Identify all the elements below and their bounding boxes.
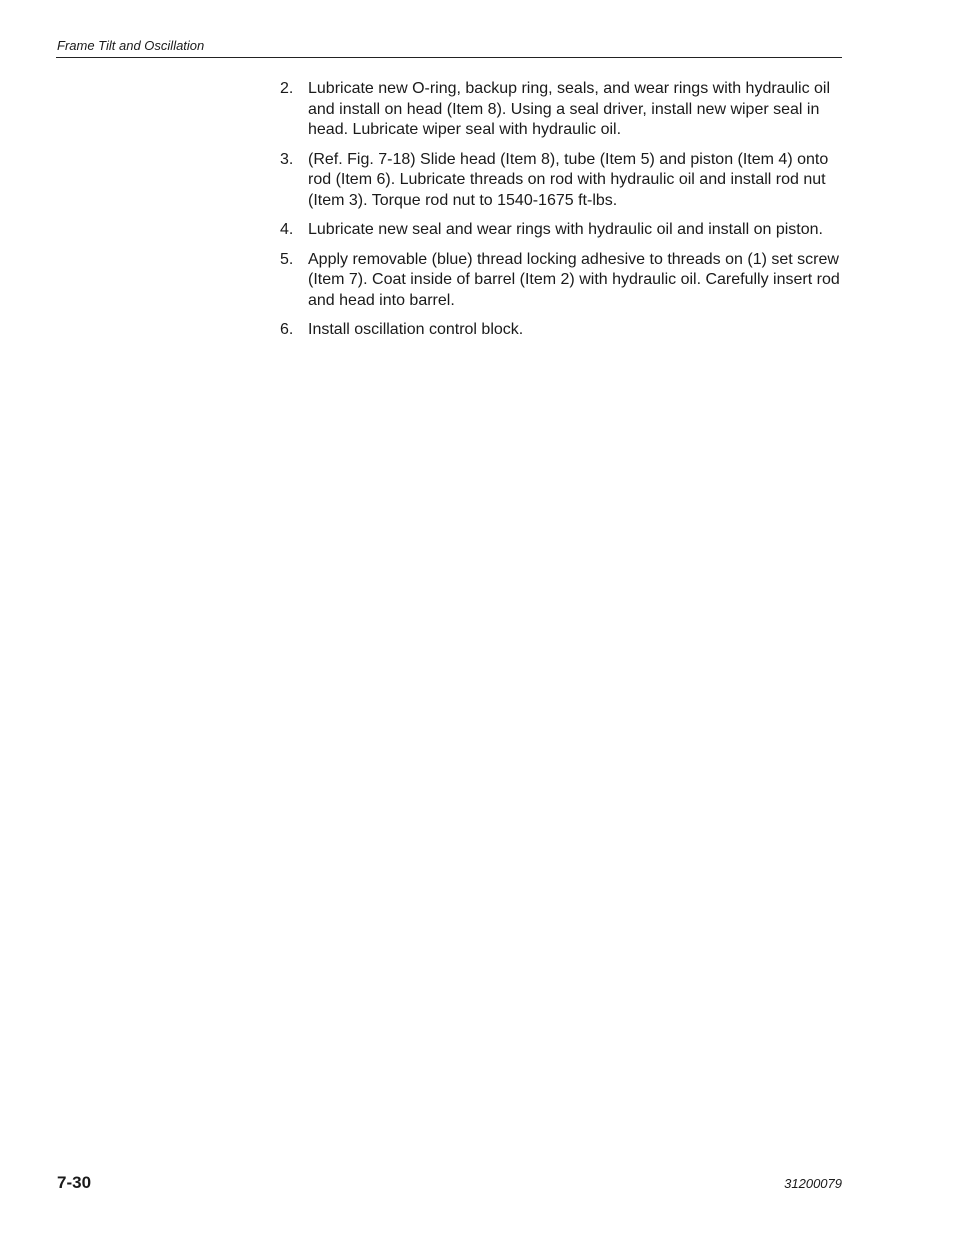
step-number: 2. [280, 80, 294, 97]
section-title: Frame Tilt and Oscillation [57, 38, 205, 53]
step-text: Apply removable (blue) thread locking adhesive to threads on (1) set screw (Item 7). Coat inside of barrel (Item 2) with hydraulic oil. Carefully insert rod and head into barrel. [308, 250, 840, 309]
step-number: 3. [280, 150, 294, 168]
procedure-step [280, 79, 842, 141]
step-number: 4. [280, 221, 294, 238]
step-text: Lubricate new O-ring, backup ring, seals, and wear rings with hydraulic oil and install on head (Item 8). Using a seal driver, install new wiper seal in head. Lubricate wiper seal with hydraulic oil. [308, 80, 831, 138]
page-number: 7-30 [57, 1173, 92, 1192]
document-number: 31200079 [784, 1176, 842, 1191]
header-divider [56, 57, 842, 58]
step-text: Install oscillation control block. [308, 321, 524, 338]
procedure-steps [280, 79, 842, 350]
procedure-step [280, 320, 842, 341]
step-number: 6. [280, 321, 294, 338]
procedure-step [280, 150, 842, 212]
procedure-step [280, 250, 842, 312]
step-text: (Ref. Fig. 7-18) Slide head (Item 8), tube (Item 5) and piston (Item 4) onto rod (Item 6). Lubricate threads on rod with hydraulic oil and install rod nut (Item 3). Torque rod nut to 1540-1675 ft-lbs. [308, 150, 829, 209]
step-number: 5. [280, 250, 294, 268]
procedure-step [280, 220, 842, 241]
step-text: Lubricate new seal and wear rings with hydraulic oil and install on piston. [308, 221, 823, 238]
